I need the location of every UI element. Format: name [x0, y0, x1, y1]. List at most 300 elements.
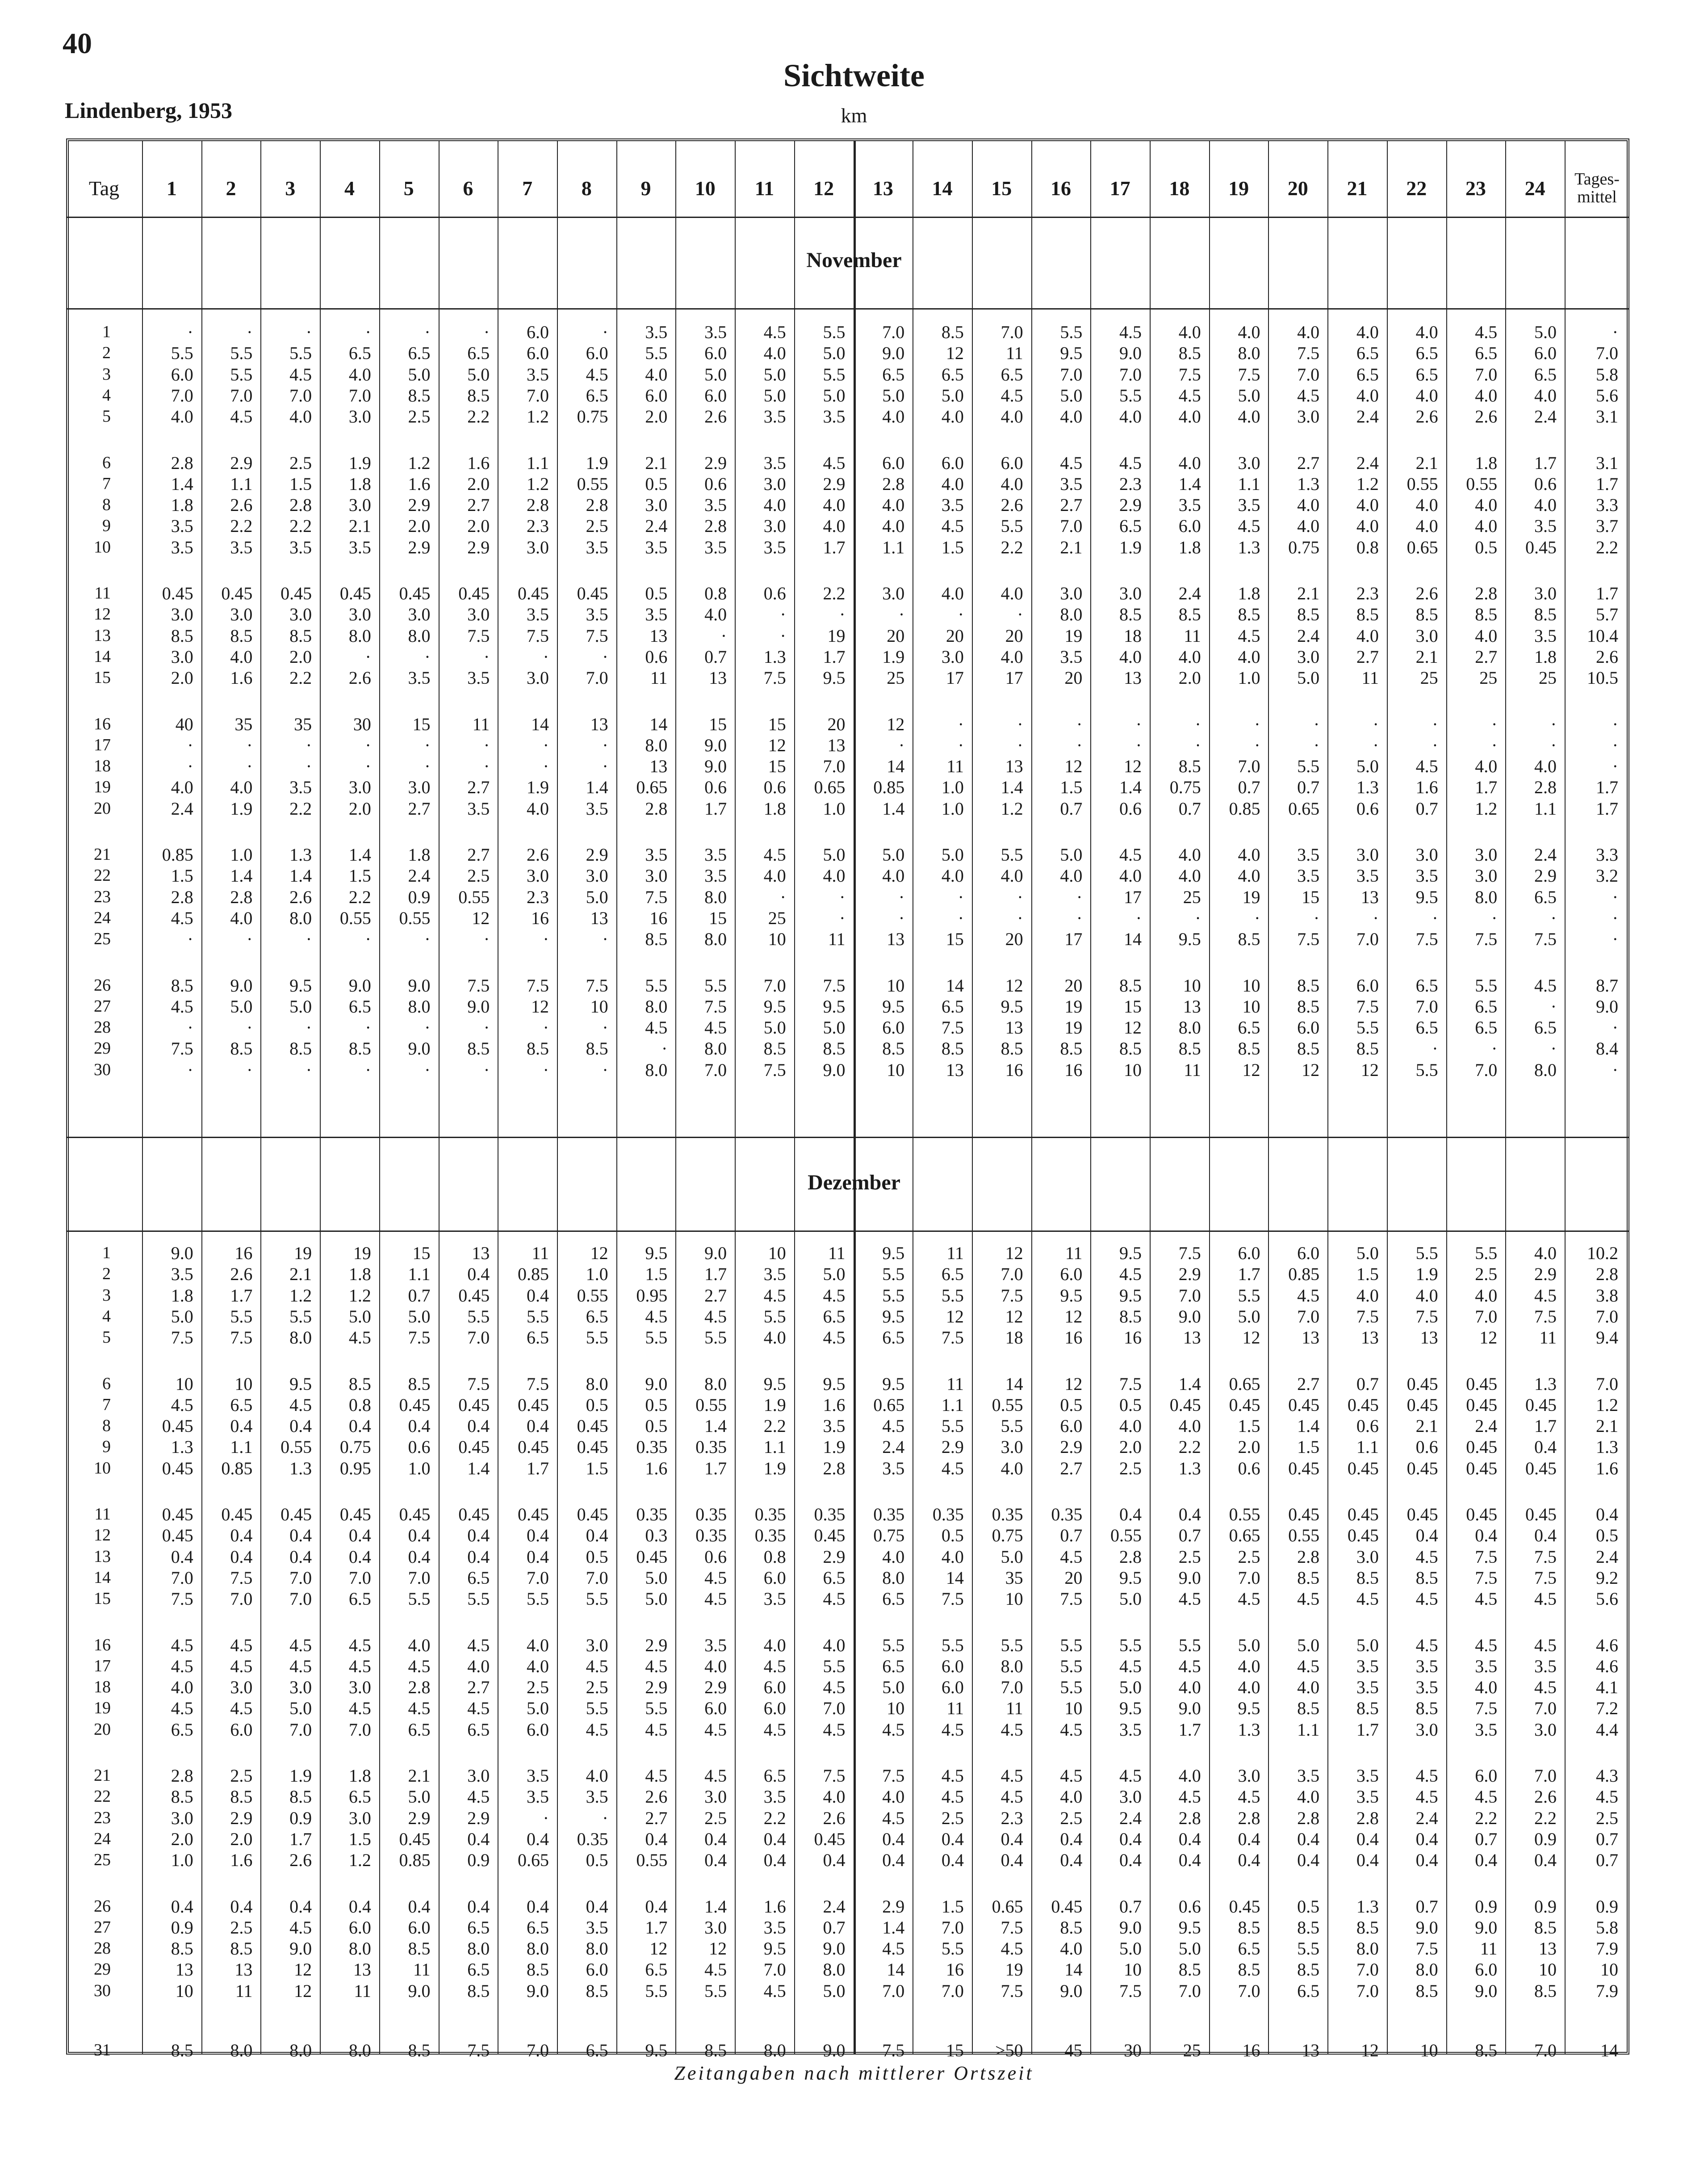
- hourly-value: 4.5: [704, 1719, 727, 1740]
- hourly-value: 4.5: [823, 1589, 846, 1609]
- hourly-value: 4.5: [1297, 1285, 1320, 1306]
- hourly-value: 4.5: [823, 1285, 846, 1306]
- hourly-value: 16: [1124, 1327, 1142, 1348]
- hourly-value: 4.5: [289, 1917, 312, 1938]
- hourly-value: 4.0: [467, 1656, 490, 1676]
- hourly-value: 13: [1005, 756, 1023, 777]
- hourly-value: 15: [1124, 996, 1142, 1017]
- hourly-value: 9.0: [1475, 1917, 1498, 1938]
- hourly-value: 15: [412, 714, 431, 734]
- hourly-value: 4.5: [763, 322, 786, 342]
- hourly-value: 9.0: [823, 2040, 846, 2060]
- hourly-value: ·: [1195, 908, 1201, 928]
- hourly-value: 4.0: [823, 1787, 846, 1807]
- hourly-value: 6.5: [882, 1327, 905, 1348]
- hourly-value: 4.5: [823, 1327, 846, 1348]
- hourly-value: 2.6: [289, 887, 312, 907]
- hourly-value: 1.2: [1356, 473, 1379, 494]
- hourly-value: 8.5: [408, 2040, 431, 2060]
- hourly-value: 7.0: [763, 975, 786, 996]
- hourly-value: 5.5: [704, 1980, 727, 2001]
- hourly-value: 6.5: [823, 1567, 846, 1588]
- hourly-value: 0.6: [704, 777, 727, 798]
- hourly-value: 2.7: [1060, 495, 1083, 515]
- hourly-value: ·: [306, 322, 312, 342]
- hourly-value: 3.5: [1060, 646, 1083, 667]
- row-divider: [66, 217, 1629, 218]
- hourly-value: 2.0: [645, 406, 668, 427]
- hourly-value: 0.85: [221, 1458, 253, 1478]
- hourly-value: 2.1: [289, 1264, 312, 1285]
- hourly-value: 0.65: [1407, 537, 1438, 557]
- hourly-value: 4.5: [941, 1766, 964, 1786]
- hourly-value: ·: [780, 887, 786, 907]
- hourly-value: ·: [1017, 908, 1023, 928]
- hourly-value: 4.5: [586, 1656, 608, 1676]
- hourly-value: 16: [531, 908, 549, 928]
- hourly-value: 1.5: [1297, 1437, 1320, 1457]
- hourly-value: 0.4: [467, 1525, 490, 1546]
- hourly-value: ·: [543, 929, 549, 950]
- hourly-value: 1.4: [1119, 777, 1142, 798]
- hourly-value: 35: [1005, 1567, 1023, 1588]
- hourly-value: 7.0: [704, 1059, 727, 1080]
- hourly-value: 0.45: [1347, 1525, 1379, 1546]
- hourly-value: 5.5: [645, 975, 668, 996]
- hourly-value: 1.1: [526, 452, 549, 473]
- hourly-value: 4.5: [1001, 1787, 1023, 1807]
- hourly-value: 0.45: [280, 1504, 312, 1524]
- hourly-value: 11: [1539, 1327, 1557, 1348]
- hourly-value: 4.5: [171, 1635, 193, 1655]
- hourly-value: 9.5: [1060, 1285, 1083, 1306]
- hourly-value: 8.5: [1356, 1567, 1379, 1588]
- hourly-value: 7.0: [882, 1980, 905, 2001]
- hourly-value: 0.4: [1001, 1850, 1023, 1871]
- hourly-value: 1.8: [171, 1285, 193, 1306]
- hourly-value: ·: [1254, 714, 1260, 734]
- hourly-value: 14: [1064, 1959, 1083, 1980]
- hourly-value: 3.5: [1356, 1766, 1379, 1786]
- hourly-value: 4.5: [941, 1458, 964, 1478]
- hourly-value: 0.55: [992, 1394, 1023, 1415]
- hourly-value: 0.45: [221, 583, 253, 603]
- hourly-value: 16: [1005, 1059, 1023, 1080]
- hourly-value: 3.0: [1238, 1766, 1260, 1786]
- hourly-value: 0.45: [577, 1416, 608, 1436]
- hourly-value: 0.4: [1178, 1850, 1201, 1871]
- hourly-value: ·: [424, 322, 431, 342]
- hourly-value: 4.5: [230, 406, 253, 427]
- hourly-value: 6.5: [1415, 975, 1438, 996]
- hourly-value: 12: [1005, 1306, 1023, 1327]
- hourly-value: 14: [1005, 1373, 1023, 1394]
- hourly-value: 13: [1361, 1327, 1379, 1348]
- hourly-value: 11: [1006, 1698, 1023, 1719]
- hourly-value: 7.0: [1060, 364, 1083, 385]
- hourly-value: 2.8: [586, 495, 608, 515]
- hourly-value: 3.0: [467, 1766, 490, 1786]
- hourly-value: 12: [1005, 1243, 1023, 1263]
- hourly-value: 2.9: [645, 1635, 668, 1655]
- hourly-value: 8.5: [1356, 1038, 1379, 1059]
- hourly-value: ·: [365, 1017, 371, 1038]
- daily-mean: 1.7: [1596, 798, 1618, 819]
- hourly-value: 8.5: [348, 1373, 371, 1394]
- hourly-value: 8.5: [289, 625, 312, 646]
- hourly-value: 4.5: [704, 1017, 727, 1038]
- hourly-value: 1.2: [1001, 798, 1023, 819]
- hourly-value: 0.6: [1238, 1458, 1260, 1478]
- hourly-value: 8.5: [230, 1787, 253, 1807]
- day-number: 9: [102, 516, 111, 536]
- hourly-value: 0.45: [1288, 1458, 1320, 1478]
- daily-mean: 2.1: [1596, 1416, 1618, 1436]
- hourly-value: 2.7: [467, 1677, 490, 1698]
- hourly-value: 6.5: [1001, 364, 1023, 385]
- hourly-value: 2.9: [1060, 1437, 1083, 1457]
- hourly-value: 0.9: [1534, 1896, 1557, 1917]
- hourly-value: ·: [306, 1059, 312, 1080]
- hourly-value: 6.0: [348, 1917, 371, 1938]
- hourly-value: 2.6: [1534, 1787, 1557, 1807]
- daily-mean: ·: [1612, 714, 1618, 734]
- hourly-value: 6.5: [467, 343, 490, 364]
- hourly-value: 5.5: [704, 1327, 727, 1348]
- hourly-value: 2.5: [1178, 1546, 1201, 1567]
- hourly-value: ·: [1017, 735, 1023, 755]
- hourly-value: 11: [1006, 343, 1023, 364]
- hourly-value: ·: [483, 1017, 490, 1038]
- hourly-value: 9.5: [882, 1373, 905, 1394]
- hourly-value: 2.1: [1415, 1416, 1438, 1436]
- hourly-value: 2.1: [1415, 646, 1438, 667]
- hourly-value: 4.5: [645, 1017, 668, 1038]
- hourly-value: 4.0: [823, 495, 846, 515]
- month-title: November: [806, 248, 902, 272]
- hourly-value: ·: [1313, 735, 1320, 755]
- hourly-value: 18: [1005, 1327, 1023, 1348]
- hourly-value: 9.0: [823, 1938, 846, 1959]
- hourly-value: 8.0: [645, 1059, 668, 1080]
- hourly-value: 3.0: [348, 406, 371, 427]
- hourly-value: 3.0: [1119, 1787, 1142, 1807]
- hourly-value: 3.5: [1060, 473, 1083, 494]
- hourly-value: 9.0: [1119, 1917, 1142, 1938]
- hourly-value: 7.0: [230, 385, 253, 406]
- hourly-value: 2.7: [1297, 1373, 1320, 1394]
- hourly-value: 10: [887, 1059, 905, 1080]
- hourly-value: 9.0: [645, 1373, 668, 1394]
- hourly-value: 0.4: [823, 1850, 846, 1871]
- hourly-value: 4.0: [1001, 473, 1023, 494]
- hourly-value: 0.4: [467, 1829, 490, 1849]
- hourly-value: ·: [247, 1017, 253, 1038]
- hourly-value: 5.0: [526, 1698, 549, 1719]
- hourly-value: 0.6: [704, 1546, 727, 1567]
- hourly-value: 8.0: [467, 1938, 490, 1959]
- hourly-value: 0.45: [399, 1394, 431, 1415]
- hourly-value: 4.5: [348, 1327, 371, 1348]
- hourly-value: 7.5: [408, 1327, 431, 1348]
- hourly-value: 5.5: [1060, 1656, 1083, 1676]
- hourly-value: 1.5: [941, 1896, 964, 1917]
- hourly-value: 4.5: [1534, 1677, 1557, 1698]
- hourly-value: 2.9: [1119, 495, 1142, 515]
- hourly-value: 8.0: [348, 2040, 371, 2060]
- hourly-value: 0.95: [636, 1285, 668, 1306]
- hourly-value: 25: [887, 668, 905, 688]
- hourly-value: 4.0: [882, 495, 905, 515]
- hourly-value: 15: [1302, 887, 1320, 907]
- hourly-value: 0.55: [577, 1285, 608, 1306]
- hourly-value: 13: [1183, 996, 1201, 1017]
- hourly-value: 2.8: [171, 1766, 193, 1786]
- day-number: 11: [94, 584, 111, 603]
- hourly-value: 14: [887, 756, 905, 777]
- hourly-value: 5.0: [1060, 845, 1083, 865]
- hourly-value: 0.35: [695, 1437, 727, 1457]
- hourly-value: 0.45: [339, 583, 371, 603]
- day-number: 5: [102, 1328, 111, 1347]
- hourly-value: 13: [1361, 887, 1379, 907]
- hourly-value: 11: [532, 1243, 549, 1263]
- hourly-value: 0.45: [577, 1504, 608, 1524]
- hourly-value: 5.5: [1001, 516, 1023, 536]
- hourly-value: 12: [472, 908, 490, 928]
- hourly-value: 3.5: [704, 537, 727, 557]
- hourly-value: 8.5: [1178, 756, 1201, 777]
- hourly-value: 8.0: [704, 887, 727, 907]
- hourly-value: 3.5: [1356, 1677, 1379, 1698]
- hourly-value: 0.45: [1229, 1394, 1260, 1415]
- day-number: 9: [102, 1437, 111, 1457]
- hourly-value: 5.5: [467, 1589, 490, 1609]
- hourly-value: 7.5: [467, 975, 490, 996]
- hourly-value: 7.5: [171, 1589, 193, 1609]
- day-number: 2: [102, 343, 111, 363]
- hourly-value: ·: [720, 625, 727, 646]
- daily-mean: 3.3: [1596, 845, 1618, 865]
- hourly-value: 8.5: [467, 1038, 490, 1059]
- hourly-value: 4.5: [1178, 1656, 1201, 1676]
- hourly-value: 3.0: [348, 777, 371, 798]
- hourly-value: 6.5: [1475, 1017, 1498, 1038]
- hourly-value: 5.0: [586, 887, 608, 907]
- hourly-value: 5.5: [941, 1635, 964, 1655]
- hourly-value: 4.5: [1119, 1766, 1142, 1786]
- hourly-value: 2.0: [289, 646, 312, 667]
- hourly-value: 2.0: [467, 473, 490, 494]
- hourly-value: 0.7: [1119, 1896, 1142, 1917]
- hourly-value: 2.2: [823, 583, 846, 603]
- month-title: Dezember: [808, 1171, 900, 1194]
- hourly-value: 12: [1242, 1059, 1260, 1080]
- hourly-value: 10: [1124, 1059, 1142, 1080]
- hourly-value: 4.5: [704, 1589, 727, 1609]
- hourly-value: 4.5: [1060, 452, 1083, 473]
- daily-mean: 10.5: [1587, 668, 1618, 688]
- hourly-value: 7.0: [526, 1567, 549, 1588]
- hourly-value: 0.8: [1356, 537, 1379, 557]
- day-number: 5: [102, 407, 111, 426]
- hourly-value: 3.5: [823, 1416, 846, 1436]
- hourly-value: 1.3: [763, 646, 786, 667]
- hourly-value: 0.45: [1407, 1504, 1438, 1524]
- hourly-value: 4.5: [348, 1635, 371, 1655]
- hourly-value: 0.9: [1475, 1896, 1498, 1917]
- hourly-value: 3.5: [1534, 1656, 1557, 1676]
- daily-mean: 2.2: [1596, 537, 1618, 557]
- hourly-value: 5.5: [1119, 385, 1142, 406]
- hourly-value: 9.5: [882, 1243, 905, 1263]
- hourly-value: 2.6: [348, 668, 371, 688]
- hourly-value: 1.0: [1238, 668, 1260, 688]
- daily-mean: 7.0: [1596, 343, 1618, 364]
- hourly-value: 1.6: [230, 668, 253, 688]
- hourly-value: 8.5: [171, 975, 193, 996]
- hourly-value: 3.5: [704, 1635, 727, 1655]
- hourly-value: 3.0: [526, 668, 549, 688]
- hourly-value: 7.0: [586, 1567, 608, 1588]
- hourly-value: 12: [946, 1306, 964, 1327]
- hourly-value: 10: [887, 975, 905, 996]
- hourly-value: 18: [1124, 625, 1142, 646]
- hourly-value: 7.0: [289, 1567, 312, 1588]
- header-hour: 12: [813, 176, 834, 200]
- hourly-value: 0.6: [1356, 1416, 1379, 1436]
- hourly-value: 4.0: [1178, 1416, 1201, 1436]
- daily-mean: 7.9: [1596, 1938, 1618, 1959]
- hourly-value: 3.5: [1356, 1787, 1379, 1807]
- hourly-value: 3.0: [1238, 452, 1260, 473]
- hourly-value: 3.0: [348, 1677, 371, 1698]
- hourly-value: 7.0: [289, 385, 312, 406]
- hourly-value: 6.0: [645, 385, 668, 406]
- hourly-value: 3.5: [1238, 495, 1260, 515]
- hourly-value: 7.0: [1356, 1980, 1379, 2001]
- hourly-value: 4.0: [1001, 646, 1023, 667]
- hourly-value: 7.0: [348, 385, 371, 406]
- hourly-value: 3.0: [1119, 583, 1142, 603]
- hourly-value: 4.0: [1415, 385, 1438, 406]
- hourly-value: 2.2: [289, 516, 312, 536]
- hourly-value: 11: [354, 1980, 371, 2001]
- daily-mean: 14: [1600, 2040, 1618, 2060]
- header-hour: 3: [285, 176, 296, 200]
- hourly-value: 0.4: [526, 1546, 549, 1567]
- hourly-value: 8.5: [1178, 1038, 1201, 1059]
- daily-mean: ·: [1612, 756, 1618, 777]
- hourly-value: 9.5: [645, 2040, 668, 2060]
- hourly-value: 0.5: [586, 1546, 608, 1567]
- daily-mean: 1.6: [1596, 1458, 1618, 1478]
- hourly-value: ·: [1076, 908, 1083, 928]
- hourly-value: 3.0: [882, 583, 905, 603]
- hourly-value: 0.45: [517, 1504, 549, 1524]
- hourly-value: 1.0: [171, 1850, 193, 1871]
- hourly-value: 0.4: [1238, 1829, 1260, 1849]
- hourly-value: 7.0: [1238, 1980, 1260, 2001]
- daily-mean: 1.3: [1596, 1437, 1618, 1457]
- hourly-value: 15: [768, 756, 786, 777]
- hourly-value: ·: [1491, 735, 1498, 755]
- hourly-value: 6.5: [1415, 343, 1438, 364]
- hourly-value: 7.0: [1001, 1264, 1023, 1285]
- header-hour: 17: [1109, 176, 1130, 200]
- hourly-value: 9.5: [1119, 1567, 1142, 1588]
- hourly-value: 12: [1479, 1327, 1498, 1348]
- header-tag: Tag: [88, 176, 120, 200]
- hourly-value: 1.4: [171, 473, 193, 494]
- hourly-value: ·: [424, 1059, 431, 1080]
- hourly-value: 2.2: [230, 516, 253, 536]
- hourly-value: 8.5: [1119, 1306, 1142, 1327]
- hourly-value: 0.45: [162, 583, 193, 603]
- hourly-value: ·: [187, 1059, 193, 1080]
- daily-mean: 2.5: [1596, 1808, 1618, 1828]
- hourly-value: 8.5: [1415, 1567, 1438, 1588]
- hourly-value: 0.35: [695, 1504, 727, 1524]
- hourly-value: 3.0: [171, 604, 193, 625]
- hourly-value: 0.55: [695, 1394, 727, 1415]
- hourly-value: 25: [1539, 668, 1557, 688]
- hourly-value: 13: [1124, 668, 1142, 688]
- hourly-value: 0.55: [1407, 473, 1438, 494]
- hourly-value: 6.5: [230, 1394, 253, 1415]
- daily-mean: 3.2: [1596, 866, 1618, 886]
- hourly-value: 0.4: [1238, 1850, 1260, 1871]
- daily-mean: 7.0: [1596, 1306, 1618, 1327]
- hourly-value: 7.5: [1534, 929, 1557, 950]
- hourly-value: 7.5: [526, 1373, 549, 1394]
- hourly-value: 0.4: [586, 1896, 608, 1917]
- hourly-value: ·: [187, 1017, 193, 1038]
- hourly-value: 3.0: [526, 866, 549, 886]
- hourly-value: 1.4: [1001, 777, 1023, 798]
- hourly-value: 1.6: [823, 1394, 846, 1415]
- hourly-value: 4.5: [1060, 1546, 1083, 1567]
- hourly-value: 4.0: [1238, 406, 1260, 427]
- hourly-value: 3.0: [1475, 866, 1498, 886]
- hourly-value: ·: [958, 908, 964, 928]
- hourly-value: 2.7: [1475, 646, 1498, 667]
- hourly-value: 9.0: [526, 1980, 549, 2001]
- hourly-value: 4.0: [1534, 385, 1557, 406]
- hourly-value: 8.5: [1297, 1698, 1320, 1719]
- hourly-value: 4.5: [1238, 1787, 1260, 1807]
- daily-mean: 8.4: [1596, 1038, 1618, 1059]
- hourly-value: 11: [1480, 1938, 1498, 1959]
- hourly-value: 0.6: [704, 473, 727, 494]
- hourly-value: 1.2: [408, 452, 431, 473]
- hourly-value: 8.5: [171, 625, 193, 646]
- hourly-value: 0.7: [1415, 1896, 1438, 1917]
- daily-mean: 4.1: [1596, 1677, 1618, 1698]
- hourly-value: 2.2: [467, 406, 490, 427]
- hourly-value: 0.4: [1119, 1829, 1142, 1849]
- hourly-value: 8.5: [1415, 604, 1438, 625]
- hourly-value: 1.5: [1356, 1264, 1379, 1285]
- hourly-value: 4.0: [526, 1656, 549, 1676]
- hourly-value: 4.0: [941, 406, 964, 427]
- hourly-value: 4.5: [1060, 1766, 1083, 1786]
- hourly-value: 0.65: [1229, 1373, 1260, 1394]
- hourly-value: 4.5: [941, 1787, 964, 1807]
- hourly-value: 1.9: [763, 1394, 786, 1415]
- hourly-value: 4.0: [1534, 756, 1557, 777]
- hourly-value: ·: [247, 322, 253, 342]
